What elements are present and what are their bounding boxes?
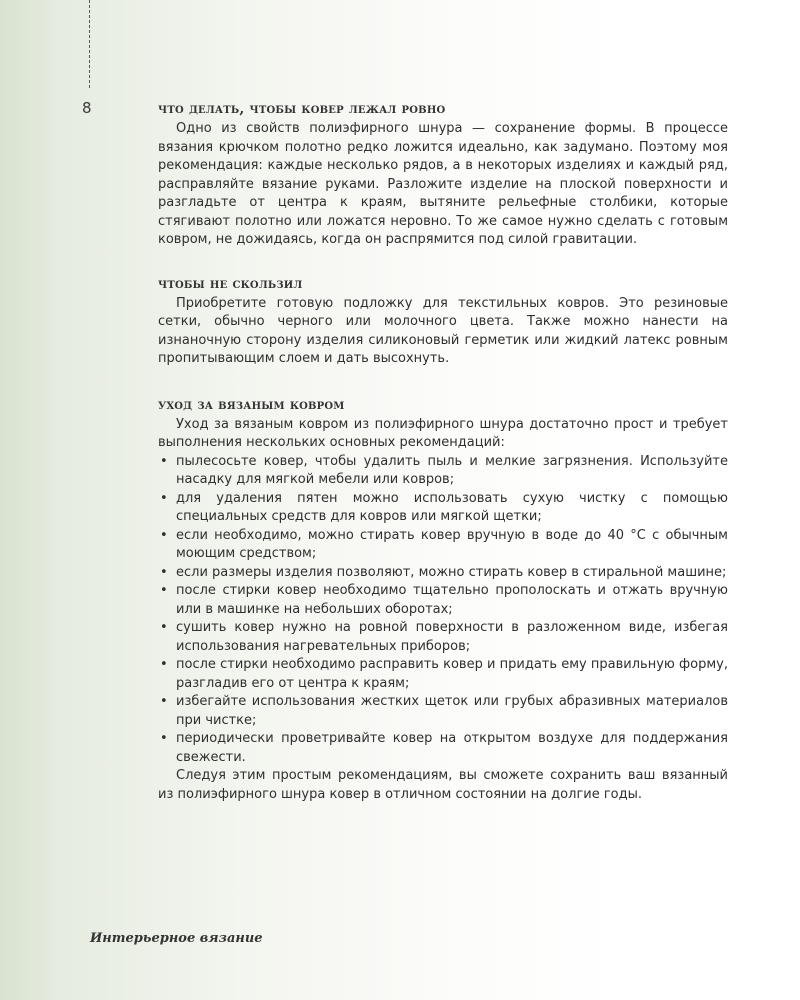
list-item: • после стирки необходимо расправить ковер и придать ему правильную форму, разгладив его от центра к краям; <box>158 656 728 693</box>
section-rug-care <box>158 396 728 805</box>
list-item: • если необходимо, можно стирать ковер вручную в воде до 40 °С с обычным моющим средством; <box>158 527 728 564</box>
section-outro: Следуя этим простым рекомендациям, вы сможете сохранить ваш вязанный из полиэфирного шнура ковер в отличном состоянии на долгие годы. <box>158 768 728 802</box>
list-item: • избегайте использования жестких щеток или грубых абразивных материалов при чистке; <box>158 693 728 730</box>
section-flat-rug <box>158 100 728 250</box>
section-non-slip <box>158 275 728 369</box>
section-paragraph: Приобретите готовую подложку для текстильных ковров. Это резиновые сетки, обычно черного или молочного цвета. Также можно нанести на изнаночную сторону изделия силиконовый герметик или жидкий латекс ровным пропитывающим слоем и дать высохнуть. <box>158 295 728 366</box>
list-item: • периодически проветривайте ковер на открытом воздухе для поддержания свежести. <box>158 730 728 767</box>
list-item: • пылесосьте ковер, чтобы удалить пыль и мелкие загрязнения. Используйте насадку для мягкой мебели или ковров; <box>158 453 728 490</box>
page-number: 8 <box>82 99 92 117</box>
margin-dashed-line <box>89 0 90 88</box>
section-heading: уход за вязаным ковром <box>158 396 345 413</box>
list-item: • для удаления пятен можно использовать сухую чистку с помощью специальных средств для ковров или мягкой щетки; <box>158 490 728 527</box>
section-paragraph: Одно из свойств полиэфирного шнура — сохранение формы. В процессе вязания крючком полотно редко ложится идеально, как задумано. Поэтому моя рекомендация: каждые несколько рядов, а в некоторых изделиях и каждый ряд, расправляйте вязание руками. Разложите изделие на плоской поверхности и разгладьте от центра к краям, вытяните рельефные столбики, которые стягивают полотно или ложатся неровно. То же самое нужно сделать с готовым ковром, не дожидаясь, когда он распрямится под силой гравитации. <box>158 121 728 247</box>
care-list <box>158 453 728 768</box>
section-heading: что делать, чтобы ковер лежал ровно <box>158 101 446 117</box>
list-item: • сушить ковер нужно на ровной поверхности в разложенном виде, избегая использования нагревательных приборов; <box>158 619 728 656</box>
section-intro: Уход за вязаным ковром из полиэфирного шнура достаточно прост и требует выполнения нескольких основных рекомендаций: <box>158 416 728 450</box>
book-title-footer: Интерьерное вязание <box>90 931 263 946</box>
list-item: • если размеры изделия позволяют, можно стирать ковер в стиральной машине; <box>158 564 728 583</box>
list-item: • после стирки ковер необходимо тщательно прополоскать и отжать вручную или в машинке на небольших оборотах; <box>158 582 728 619</box>
section-heading: чтобы не скользил <box>158 275 303 292</box>
page-content <box>158 100 728 804</box>
